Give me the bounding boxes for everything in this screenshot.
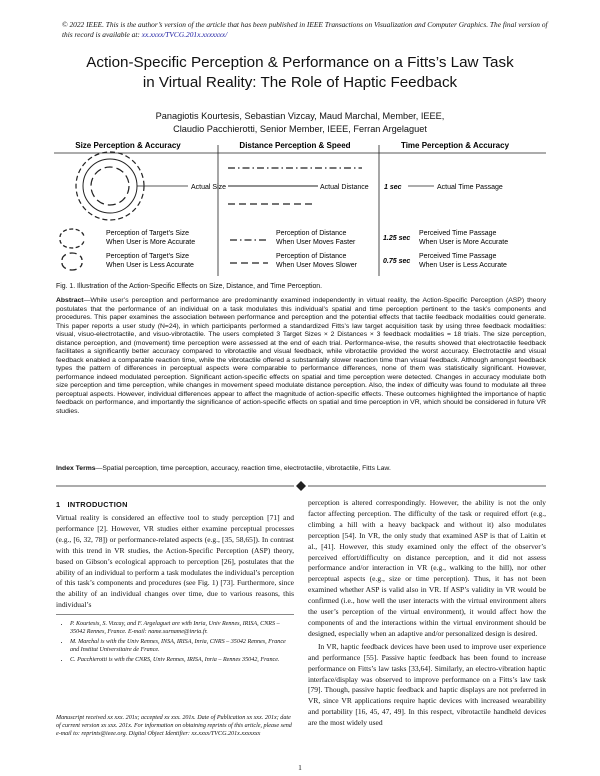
title-line-2: in Virtual Reality: The Role of Haptic Feedback (142, 73, 458, 91)
size-large-circle-icon (76, 152, 144, 220)
footnote-item: • M. Marchal is with the Univ Rennes, INSA, IRISA, Inria, CNRS – 35042 Rennes, France and Institut Universitaire de France. (70, 638, 294, 654)
fig-size-more-2: When User is More Accurate (106, 239, 196, 246)
paragraph: In VR, haptic feedback devices have been used to improve user experience and performance [55]. Passive haptic feedback has been found to increase performance on Fitts’s law tasks [33,64]. Similarly, an electro-vibration haptic interface/display was observed to improve performance on a Fitts’s law task [79]. Though, passive haptic feedback and haptic displays are not preferred in VR, since VR applications require haptic devices with increased wearability and portability [16, 45, 47, 49]. In this respect, vibrotactile handheld devices are the most widely used (308, 641, 546, 728)
size-small-circle-icon (91, 167, 129, 205)
footnote-item: • P. Kourtesis, S. Vizcay, and F. Argelaguet are with Inria, Univ Rennes, IRISA, CNRS – 35042 Rennes, France. E-mail: name.surname@inria.fr. (70, 620, 294, 636)
index-terms-label: Index Terms (56, 465, 96, 472)
fig-actual-distance: Actual Distance (320, 184, 369, 191)
copyright-text: © 2022 IEEE. This is the author’s version of the article that has been published in IEEE Transactions on Visualization and Computer Graphics. The final version of this record is available at: (62, 20, 548, 39)
fig-actual-size: Actual Size (191, 184, 227, 191)
author-list (70, 110, 530, 135)
fig-size-less-1: Perception of Target’s Size (106, 253, 190, 260)
footnote-rule (56, 614, 294, 615)
abstract-label: Abstract (56, 297, 84, 304)
authors-line-1: Panagiotis Kourtesis, Sebastian Vizcay, Maud Marchal, Member, IEEE, (155, 111, 445, 121)
size-less-arc-lower-icon (62, 263, 82, 270)
authors-line-2: Claudio Pacchierotti, Senior Member, IEEE, Ferran Argelaguet (173, 123, 427, 134)
intro-column-left: Virtual reality is considered an effective tool to study perception [71] and performance [2]. However, VR studies either examine perceptual processes (e.g., [6, 32, 78]) or performance-related aspects (e.g., [35, 58,65]). In contrast with this trend in VR studies, the Action-Specific Perception (ASP) theory, based on Gibson’s ecological approach to perception [26], postulates that the ability of an individual to perform a task modulates the individual’s perception of this task’s components and procedures (see Fig. 1) [73]. Furthermore, since the ability of an individual changes over time, due to various reasons, this individual’s (56, 513, 294, 610)
author-footnotes (56, 620, 294, 666)
fig-actual-time-value: 1 sec (384, 184, 402, 191)
fig-header-size: Size Perception & Accuracy (75, 141, 181, 150)
doi-link[interactable]: xx.xxxx/TVCG.201x.xxxxxxx/ (141, 29, 228, 39)
section-title: INTRODUCTION (67, 500, 128, 509)
fig-dist-slower-1: Perception of Distance (276, 253, 347, 260)
section-heading (56, 500, 128, 509)
fig-time-more-value: 1.25 sec (383, 235, 411, 242)
footnote-item: • C. Pacchierotti is with the CNRS, Univ Rennes, IRISA, Inria – Rennes 35042, France. (70, 656, 294, 664)
section-divider (56, 480, 546, 492)
figure-1 (52, 140, 548, 280)
fig-time-less-2: When User is Less Accurate (419, 262, 507, 269)
size-more-arc-lower-icon (60, 240, 84, 248)
fig-dist-faster-1: Perception of Distance (276, 230, 347, 237)
size-less-arc-icon (62, 253, 82, 260)
title-line-1: Action-Specific Perception & Performance on a Fitts’s Law Task (86, 54, 514, 71)
fig-header-distance: Distance Perception & Speed (239, 141, 351, 150)
manuscript-info: Manuscript received xx xxx. 201x; accepted xx xxx. 201x. Date of Publication xx xxx. 201x; date of current version xx xxx. 201x. For information on obtaining reprints of this article, please send e-mail to: reprints@ieee.org. Digital Object Identifier: xx.xxxx/TVCG.201x.xxxxxxx (56, 715, 292, 737)
copyright-notice (62, 20, 552, 40)
size-more-arc-icon (60, 229, 84, 237)
figure-caption: Fig. 1. Illustration of the Action-Specific Effects on Size, Distance, and Time Perception. (56, 283, 323, 290)
fig-header-time: Time Perception & Accuracy (400, 141, 510, 150)
fig-dist-faster-2: When User Moves Faster (276, 239, 356, 246)
fig-time-less-1: Perceived Time Passage (419, 253, 497, 260)
abstract (56, 297, 546, 416)
index-terms (56, 465, 546, 472)
abstract-text: —While user’s perception and performance are predominantly examined independently in virtual reality, the Action-Specific Perception (ASP) theory postulates that the performance of an individual on a task modulates this individual’s spatial and time perception pertinent to the task’s components and procedures. This paper examines the association between performance and perception and the potential effects that tactile feedback modalities could generate. This paper reports a user study (N=24), in which participants performed a standardized Fitts’s law target acquisition task by using three feedback modalities: visual, visuo-electrotactile, and visuo-vibrotactile. The users completed 3 Target Sizes × 2 Distances × 3 feedback modalities = 18 trials. The size perception, distance perception, and (movement) time perception were assessed at the end of each trial. Performance-wise, the results showed that electrotactile feedback facilitates a significantly better accuracy compared to vibrotactile and visual feedback, while vibrotactile provided the worst accuracy. Electrotactile and visual feedback enabled a comparable reaction time, while the vibrotactile offered a substantially slower reaction time than visual feedback. Although amongst feedback types the pattern of differences in perceptual aspects were comparable to performance differences, none of them was statistically significant. However, performance indeed modulated perception. Significant action-specific effects on spatial and time perception were detected. Changes in accuracy modulate both size perception and time perception, while changes in movement speed modulate distance perception. Also, the index of difficulty was found to modulate all three perceptual aspects. However, individual differences appear to affect the magnitude of action-specific effects. These outcomes highlighted the importance of haptic feedback on performance, and importantly the significance of action-specific effects on spatial and time perception in VR, which should be considered in future VR studies. (56, 297, 546, 415)
fig-size-less-2: When User is Less Accurate (106, 262, 194, 269)
diamond-icon (296, 481, 306, 491)
fig-time-less-value: 0.75 sec (383, 258, 411, 265)
paper-title (55, 53, 545, 92)
page-number: 1 (298, 763, 302, 772)
fig-dist-slower-2: When User Moves Slower (276, 262, 357, 269)
section-number: 1 (56, 500, 61, 509)
fig-size-more-1: Perception of Target’s Size (106, 230, 190, 237)
intro-column-right (308, 498, 546, 729)
index-terms-text: —Spatial perception, time perception, accuracy, reaction time, electrotactile, vibrotactile, Fitts Law. (95, 465, 391, 472)
fig-actual-time: Actual Time Passage (437, 184, 503, 191)
fig-time-more-1: Perceived Time Passage (419, 230, 497, 237)
fig-time-more-2: When User is More Accurate (419, 239, 509, 246)
paragraph: perception is altered correspondingly. However, the ability is not the only factor affecting perception. The difficulty of the task or required effort (e.g., climbing a hill with a heavy backpack and without it) also modulates perception [54]. In VR, the only study that examined ASP is that of Laitin et al., [41]. However, this study examined only the effect of the observer’s perceived effort/difficulty on distance perception, and it did not assess performance and/or interaction in VR (e.g., walking to the hill), nor other perceptual aspects (e.g., size or time perception). Thus, it has not been examined whether ASP is valid also in VR. If ASP’s validity in VR would be confirmed (i.e., how well the user interacts with the virtual environment alters the user’s perception of the virtual environment), it would affect how the components of and the interactions within the virtual environment should be designed, especially when an adaptive and/or personalized design is desired. (308, 498, 546, 638)
